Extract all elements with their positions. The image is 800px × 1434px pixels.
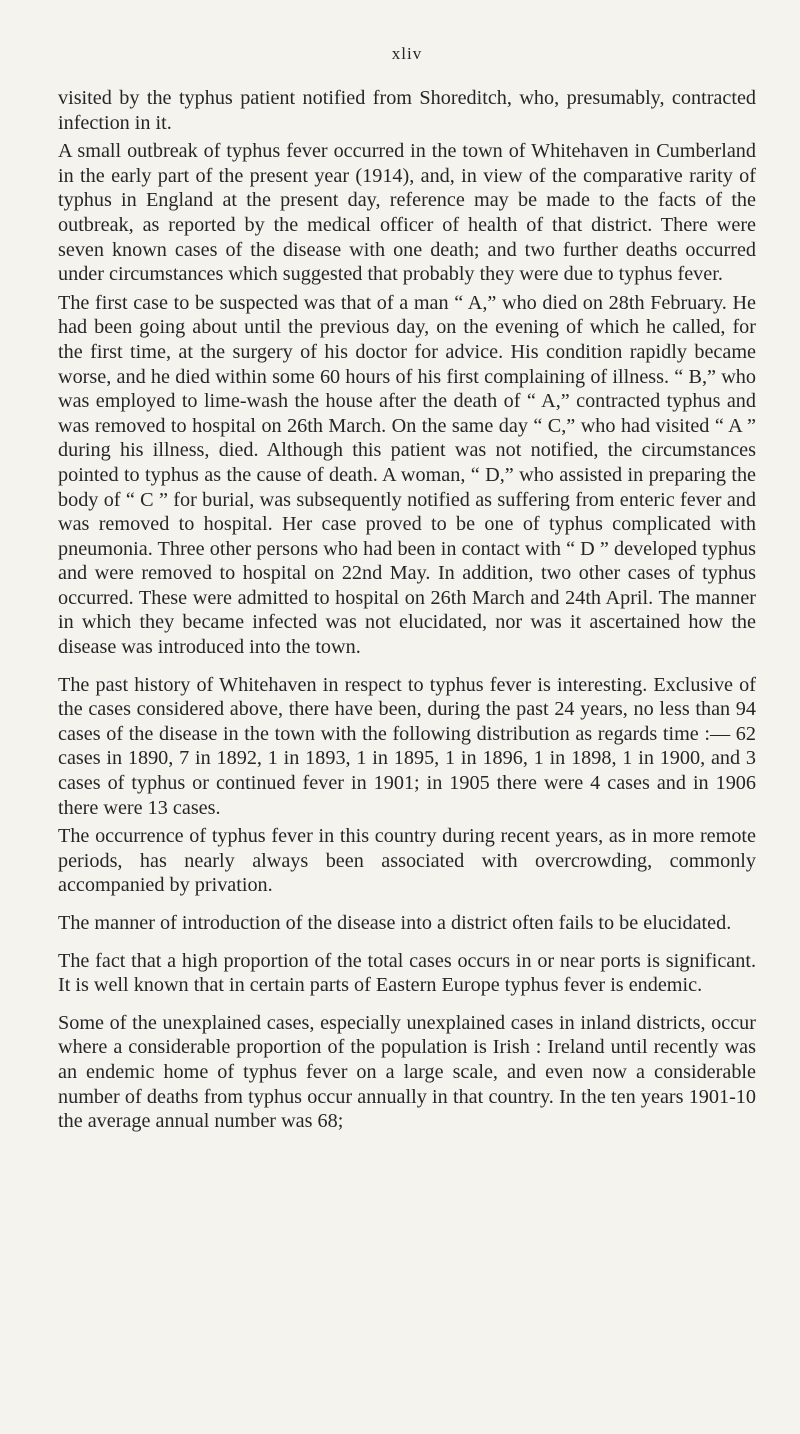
page-number: xliv <box>391 44 423 63</box>
paragraph-ports: The fact that a high proportion of the total cases occurs in or near ports is significant. It is well known that in certain parts of Eastern Europe typhus fever is endemic. <box>58 949 756 997</box>
paragraph-overcrowding: The occurrence of typhus fever in this country during recent years, as in more remote periods, has nearly always been associated with overcrowding, commonly accompanied by privation. <box>58 825 756 897</box>
paragraph-past-history: The past history of Whitehaven in respect to typhus fever is interesting. Exclusive of the cases considered above, there have been, during the past 24 years, no less than 94 cases of the disease in the town with the following distribution as regards time :— 62 cases in 1890, 7 in 1892, 1 in 1893, 1 in 1895, 1 in 1896, 1 in 1898, 1 in 1900, and 3 cases of typhus or continued fever in 1901; in 1905 there were 4 cases and in 1906 there were 13 cases. <box>58 673 756 819</box>
paragraph-case-sequence: The first case to be suspected was that of a man “ A,” who died on 28th February. He had been going about until the previous day, on the evening of which he called, for the first time, at the surgery of his doctor for advice. His condition rapidly became worse, and he died within some 60 hours of his first complaining of illness. “ B,” who was employed to lime-wash the house after the death of “ A,” contracted typhus and was removed to hospital on 26th March. On the same day “ C,” who had visited “ A ” during his illness, died. Although this patient was not notified, the circumstances pointed to typhus as the cause of death. A woman, “ D,” who assisted in preparing the body of “ C ” for burial, was subsequently notified as suffering from enteric fever and was removed to hospital. Her case proved to be one of typhus complicated with pneumonia. Three other persons who had been in contact with “ D ” developed typhus and were removed to hospital on 22nd May. In addition, two other cases of typhus occurred. These were admitted to hospital on 26th March and 24th April. The manner in which they became infected was not elucidated, nor was it ascertained how the disease was introduced into the town. <box>58 291 756 659</box>
paragraph-unexplained-cases: Some of the unexplained cases, especially unexplained cases in inland districts, occur where a considerable proportion of the population is Irish : Ireland until recently was an endemic home of typhus fever on a large scale, and even now a considerable number of deaths from typhus occur annually in that country. In the ten years 1901-10 the average annual number was 68; <box>58 1011 756 1133</box>
paragraph-introduction-manner: The manner of introduction of the disease into a district often fails to be elucidated. <box>58 912 732 934</box>
paragraph-continuation: visited by the typhus patient notified from Shoreditch, who, presumably, contracted infection in it. <box>58 87 756 134</box>
paragraph-whitehaven-outbreak: A small outbreak of typhus fever occurred in the town of Whitehaven in Cumberland in the early part of the present year (1914), and, in view of the comparative rarity of typhus in England at the present day, reference may be made to the facts of the outbreak, as reported by the medical officer of health of that district. There were seven known cases of the disease with one death; and two further deaths occurred under circumstances which suggested that probably they were due to typhus fever. <box>58 140 756 286</box>
